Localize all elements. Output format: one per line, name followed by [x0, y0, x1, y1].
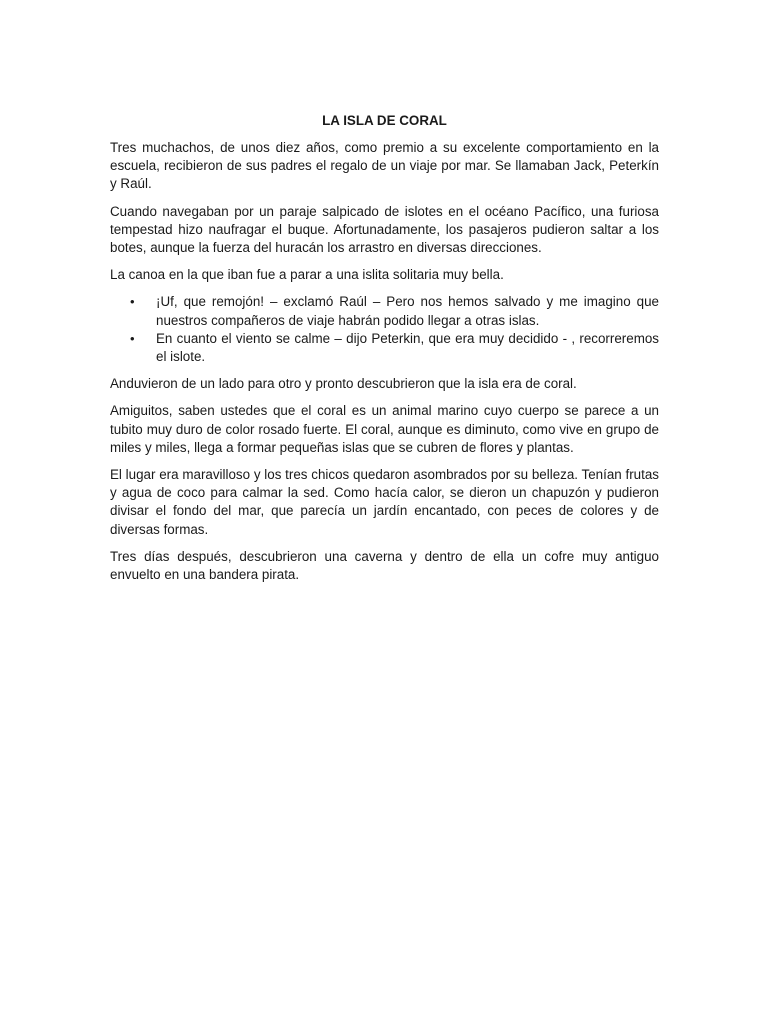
bullet-icon: • — [130, 294, 135, 310]
paragraph-place: El lugar era maravilloso y los tres chicos quedaron asombrados por su belleza. Tenían frutas y agua de coco para calmar la sed. Como hacía calor, se dieron un chapuzón y pudieron divisar el fondo del mar, que parecía un jardín encantado, con peces de colores y de diversas formas. — [110, 467, 659, 537]
list-item — [110, 293, 659, 329]
paragraph-canoe: La canoa en la que iban fue a parar a una islita solitaria muy bella. — [110, 267, 504, 283]
bullet-icon: • — [130, 330, 135, 346]
paragraph-intro: Tres muchachos, de unos diez años, como premio a su excelente comportamiento en la escuela, recibieron de sus padres el regalo de un viaje por mar. Se llamaban Jack, Peterkín y Raúl. — [110, 140, 659, 192]
list-item — [110, 330, 659, 366]
dialogue-list — [110, 293, 659, 366]
paragraph-cave: Tres días después, descubrieron una caverna y dentro de ella un cofre muy antiguo envuelto en una bandera pirata. — [110, 548, 659, 583]
paragraph-coral: Amiguitos, saben ustedes que el coral es un animal marino cuyo cuerpo se parece a un tubito muy duro de color rosado fuerte. El coral, aunque es diminuto, como vive en grupo de miles y miles, llega a formar pequeñas islas que se cubren de flores y plantas. — [110, 403, 659, 455]
paragraph-explore: Anduvieron de un lado para otro y pronto descubrieron que la isla era de coral. — [110, 376, 577, 392]
list-item-text: ¡Uf, que remojón! – exclamó Raúl – Pero nos hemos salvado y me imagino que nuestros compañeros de viaje habrán podido llegar a otras islas. — [156, 294, 659, 328]
paragraph-storm: Cuando navegaban por un paraje salpicado de islotes en el océano Pacífico, una furiosa tempestad hizo naufragar el buque. Afortunadamente, los pasajeros pudieron saltar a los botes, aunque la fuerza del huracán los arrastro en diversas direcciones. — [110, 203, 659, 256]
document-title: LA ISLA DE CORAL — [322, 113, 447, 128]
document-page — [110, 112, 659, 593]
list-item-text: En cuanto el viento se calme – dijo Peterkin, que era muy decidido - , recorreremos el islote. — [156, 330, 659, 365]
